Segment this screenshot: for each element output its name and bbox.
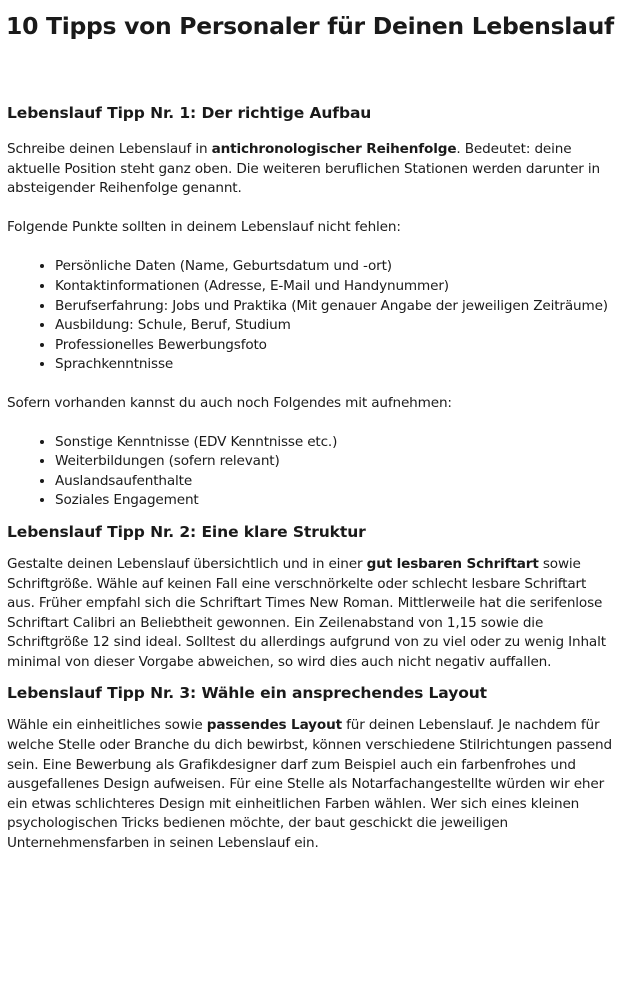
- list-item: • Persönliche Daten (Name, Geburtsdatum und -ort): [55, 257, 613, 277]
- section-heading-tip-2: Lebenslauf Tipp Nr. 2: Eine klare Struktur: [7, 522, 366, 541]
- text-run: für deinen Lebenslauf. Je nachdem für welche Stelle oder Branche du dich bewirbst, können verschiedene Stilrichtungen passend sein. Eine Bewerbung als Grafikdesigner darf zum Beispiel auch ein farbenfrohes und ausgefallenes Design aufweisen. Für eine Stelle als Notarfachangestellte würden wir eher ein etwas schlichteres Design mit einheitlichen Farben wählen. Wer sich eines kleinen psychologischen Tricks bedienen möchte, der baut geschickt die jeweiligen Unternehmensfarben in seinen Lebenslauf ein.: [7, 717, 612, 852]
- tip-1-paragraph-intro: [7, 140, 613, 199]
- bold-text: antichronologischer Reihenfolge: [211, 141, 457, 157]
- text-run: Wähle ein einheitliches sowie: [7, 717, 207, 734]
- list-item: • Auslandsaufenthalte: [55, 472, 613, 492]
- article-body: [0, 102, 620, 854]
- list-item: • Soziales Engagement: [55, 491, 613, 511]
- text-run: sowie Schriftgröße. Wähle auf keinen Fall eine verschnörkelte oder schlecht lesbare Schriftart aus. Früher empfahl sich die Schriftart Times New Roman. Mittlerweile hat die serifenlose Schriftart Calibri an Beliebtheit gewonnen. Ein Zeilenabstand von 1,15 sowie die Schriftgröße 12 sind ideal. Solltest du allerdings aufgrund von zu viel oder zu wenig Inhalt minimal von dieser Vorgabe abweichen, so wird dies auch nicht negativ auffallen.: [7, 555, 606, 670]
- list-item: • Weiterbildungen (sofern relevant): [55, 452, 613, 472]
- list-item: • Sonstige Kenntnisse (EDV Kenntnisse etc.): [55, 433, 613, 453]
- required-items-list: [7, 257, 613, 375]
- list-item: • Professionelles Bewerbungsfoto: [55, 336, 613, 356]
- list-item: • Ausbildung: Schule, Beruf, Studium: [55, 316, 613, 336]
- bold-text: gut lesbaren Schriftart: [366, 555, 539, 572]
- section-heading-tip-3: Lebenslauf Tipp Nr. 3: Wähle ein ansprechendes Layout: [7, 684, 487, 703]
- optional-items-list: [7, 433, 613, 511]
- text-run: Schreibe deinen Lebenslauf in: [7, 141, 212, 157]
- page-title: 10 Tipps von Personaler für Deinen Lebenslauf: [6, 12, 614, 40]
- list-item: • Sprachkenntnisse: [55, 355, 613, 375]
- tip-3-paragraph: [7, 716, 613, 853]
- list-item: • Berufserfahrung: Jobs und Praktika (Mit genauer Angabe der jeweiligen Zeiträume): [55, 297, 613, 317]
- tip-1-paragraph-optional: Sofern vorhanden kannst du auch noch Folgendes mit aufnehmen:: [7, 394, 452, 411]
- tip-1-paragraph-required: Folgende Punkte sollten in deinem Lebenslauf nicht fehlen:: [7, 218, 401, 235]
- text-run: Gestalte deinen Lebenslauf übersichtlich und in einer: [7, 555, 367, 572]
- section-heading-tip-1: Lebenslauf Tipp Nr. 1: Der richtige Aufbau: [7, 104, 372, 122]
- tip-2-paragraph: [7, 555, 613, 673]
- list-item: • Kontaktinformationen (Adresse, E-Mail und Handynummer): [55, 277, 613, 297]
- text-run: . Bedeutet: deine aktuelle Position steht ganz oben. Die weiteren beruflichen Stationen werden darunter in absteigender Reihenfolge genannt.: [7, 141, 600, 197]
- bold-text: passendes Layout: [206, 717, 342, 734]
